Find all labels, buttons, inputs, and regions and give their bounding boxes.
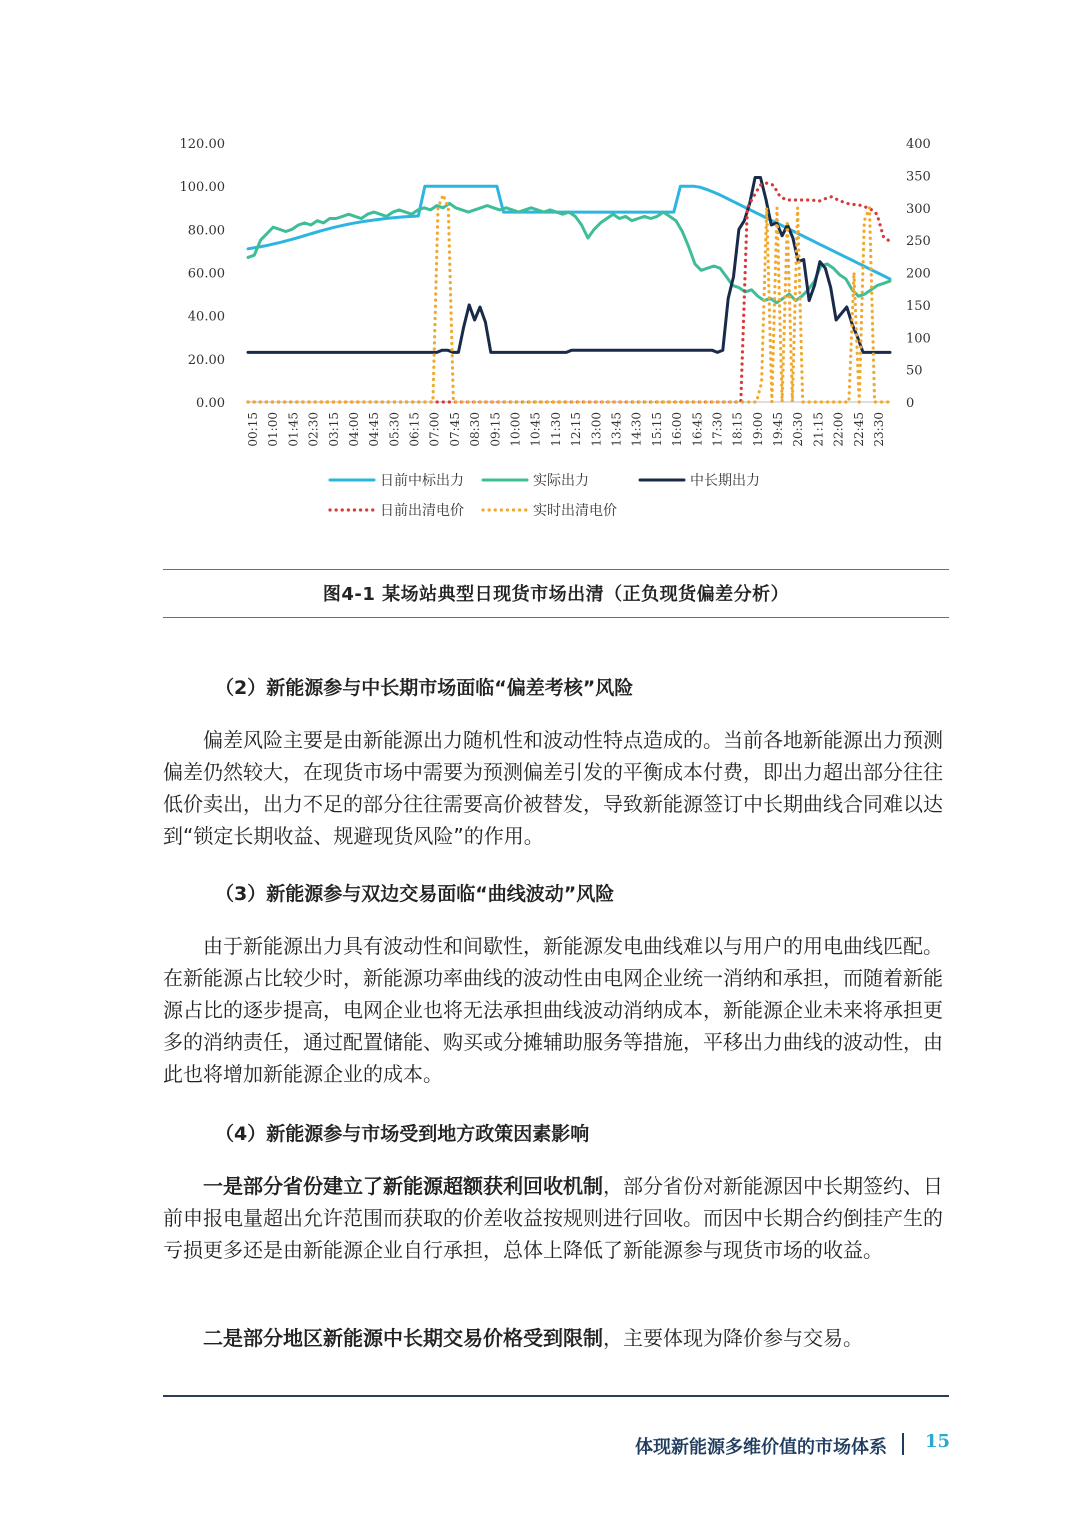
y-right-tick-label: 250 bbox=[906, 234, 931, 250]
legend-label-4: 日前出清电价 bbox=[380, 503, 464, 519]
legend-label-2: 实际出力 bbox=[533, 473, 589, 489]
y-right-tick-label: 400 bbox=[906, 137, 931, 152]
legend-label-5: 实时出清电价 bbox=[533, 503, 617, 519]
x-tick-label: 09:15 bbox=[488, 412, 503, 447]
y-right-tick-label: 150 bbox=[906, 298, 931, 314]
bold-lead-2: 二是部分地区新能源中长期交易价格受到限制 bbox=[203, 1326, 603, 1350]
x-tick-label: 21:15 bbox=[811, 412, 826, 447]
y-left-tick-label: 100.00 bbox=[179, 180, 225, 196]
y-right-tick-label: 200 bbox=[906, 266, 931, 282]
y-left-tick-label: 40.00 bbox=[187, 309, 225, 325]
x-tick-label: 02:30 bbox=[306, 412, 321, 447]
y-right-tick-label: 100 bbox=[906, 331, 931, 347]
series-line-3 bbox=[248, 178, 890, 353]
x-tick-label: 19:45 bbox=[771, 412, 786, 447]
x-tick-label: 22:45 bbox=[851, 412, 866, 447]
y-left-tick-label: 0.00 bbox=[196, 396, 225, 411]
x-tick-label: 13:45 bbox=[609, 412, 624, 447]
section-paragraph-4b bbox=[163, 1322, 951, 1354]
section-paragraph-3: 由于新能源出力具有波动性和间歇性，新能源发电曲线难以与用户的用电曲线匹配。在新能源占比较少时，新能源功率曲线的波动性由电网企业统一消纳和承担，而随着新能源占比的逐步提高，电网企业也将无法承担曲线波动消纳成本，新能源企业未来将承担更多的消纳责任，通过配置储能、购买或分摊辅助服务等措施，平移出力曲线的波动性，由此也将增加新能源企业的成本。 bbox=[163, 934, 943, 1086]
para-rest-1: ，部分省份对新能源因中长期签约、日前申报电量超出允许范围而获取的价差收益按规则进行回收。而因中长期合约倒挂产生的亏损更多还是由新能源企业自行承担，总体上降低了新能源参与现货市场的收益。 bbox=[163, 1174, 943, 1262]
x-tick-label: 16:00 bbox=[670, 412, 685, 447]
figure-chart bbox=[0, 0, 1080, 560]
x-tick-label: 04:00 bbox=[346, 412, 361, 447]
x-tick-label: 03:15 bbox=[326, 412, 341, 447]
section-heading-4: （4）新能源参与市场受到地方政策因素影响 bbox=[215, 1123, 590, 1145]
x-tick-label: 12:15 bbox=[569, 412, 584, 447]
x-tick-label: 07:00 bbox=[427, 412, 442, 447]
section-paragraph-2: 偏差风险主要是由新能源出力随机性和波动性特点造成的。当前各地新能源出力预测偏差仍然较大，在现货市场中需要为预测偏差引发的平衡成本付费，即出力超出部分往往低价卖出，出力不足的部分往往需要高价被替发，导致新能源签订中长期曲线合同难以达到“锁定长期收益、规避现货风险”的作用。 bbox=[163, 728, 943, 848]
y-left-tick-label: 80.00 bbox=[187, 223, 225, 239]
x-tick-label: 06:15 bbox=[407, 412, 422, 447]
x-tick-label: 15:15 bbox=[649, 412, 664, 447]
x-tick-label: 11:30 bbox=[548, 412, 563, 447]
x-tick-label: 20:30 bbox=[791, 412, 806, 447]
y-left-tick-label: 20.00 bbox=[187, 352, 225, 368]
x-tick-label: 16:45 bbox=[690, 412, 705, 447]
section-heading-3: （3）新能源参与双边交易面临“曲线波动”风险 bbox=[215, 883, 615, 905]
y-right-tick-label: 0 bbox=[906, 396, 915, 411]
legend-label-1: 日前中标出力 bbox=[380, 473, 464, 489]
page-number: 15 bbox=[925, 1431, 951, 1452]
y-left-tick-label: 120.00 bbox=[179, 137, 225, 152]
footer-title: 体现新能源多维价值的市场体系 bbox=[635, 1437, 887, 1458]
x-tick-label: 08:30 bbox=[468, 412, 483, 447]
figure-caption: 图4-1 某场站典型日现货市场出清（正负现货偏差分析） bbox=[322, 584, 790, 605]
x-tick-label: 01:00 bbox=[266, 412, 281, 447]
x-tick-label: 13:00 bbox=[589, 412, 604, 447]
x-tick-label: 10:00 bbox=[508, 412, 523, 447]
caption-top-rule bbox=[163, 569, 949, 570]
series-line-2 bbox=[248, 203, 890, 302]
x-tick-label: 22:00 bbox=[831, 412, 846, 447]
section-paragraph-4a bbox=[163, 1170, 951, 1266]
x-tick-label: 05:30 bbox=[387, 412, 402, 447]
footer-divider bbox=[902, 1433, 904, 1455]
para-rest-2: ，主要体现为降价参与交易。 bbox=[603, 1326, 863, 1350]
x-tick-label: 04:45 bbox=[367, 412, 382, 447]
line-chart bbox=[0, 0, 1080, 560]
x-tick-label: 17:30 bbox=[710, 412, 725, 447]
x-tick-label: 10:45 bbox=[528, 412, 543, 447]
x-tick-label: 00:15 bbox=[246, 412, 260, 447]
x-tick-label: 18:15 bbox=[730, 412, 745, 447]
legend-label-3: 中长期出力 bbox=[690, 473, 760, 489]
y-right-tick-label: 50 bbox=[906, 363, 923, 379]
x-tick-label: 19:00 bbox=[750, 412, 765, 447]
bold-lead-1: 一是部分省份建立了新能源超额获利回收机制 bbox=[203, 1174, 603, 1198]
x-tick-label: 01:45 bbox=[286, 412, 301, 447]
y-left-tick-label: 60.00 bbox=[187, 266, 225, 282]
section-heading-2: （2）新能源参与中长期市场面临“偏差考核”风险 bbox=[215, 677, 634, 699]
x-tick-label: 07:45 bbox=[447, 412, 462, 447]
footer-rule bbox=[163, 1395, 949, 1397]
x-tick-label: 23:30 bbox=[872, 412, 886, 447]
caption-bottom-rule bbox=[163, 617, 949, 618]
y-right-tick-label: 350 bbox=[906, 169, 931, 185]
y-right-tick-label: 300 bbox=[906, 201, 931, 217]
series-line-1 bbox=[248, 186, 890, 279]
x-tick-label: 14:30 bbox=[629, 412, 644, 447]
